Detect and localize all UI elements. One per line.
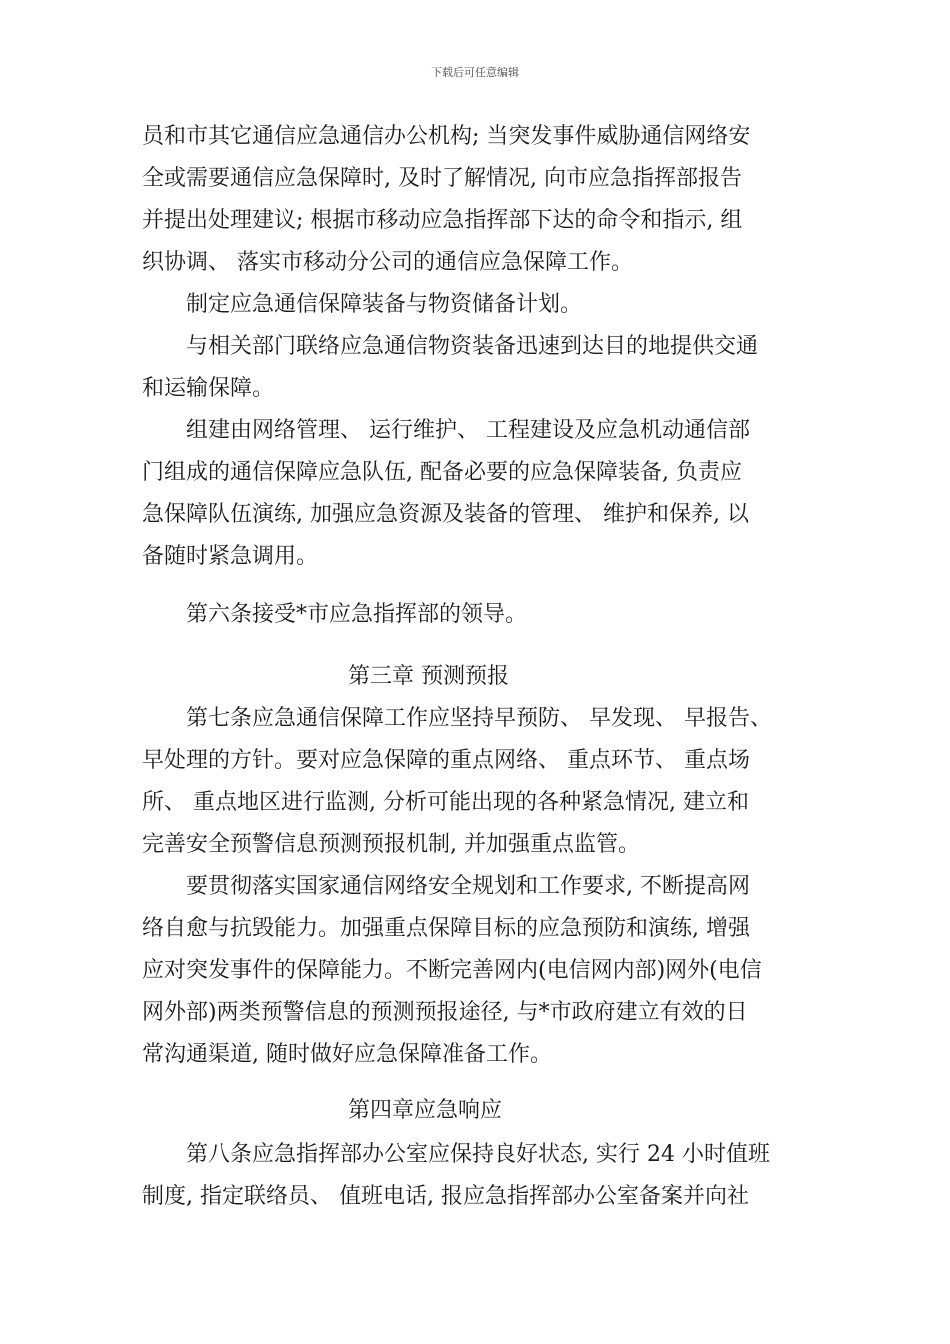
body-line: 应对突发事件的保障能力。不断完善网内(电信网内部)网外(电信 <box>142 958 762 983</box>
page-header: 下载后可任意编辑 <box>431 66 519 79</box>
body-line: 早处理的方针。要对应急保障的重点网络、 重点环节、 重点场 <box>142 748 750 773</box>
body-line: 常沟通渠道, 随时做好应急保障准备工作。 <box>142 1042 552 1067</box>
body-line: 网外部)两类预警信息的预测预报途径, 与*市政府建立有效的日 <box>142 1000 748 1025</box>
body-line: 要贯彻落实国家通信网络安全规划和工作要求, 不断提高网 <box>186 874 750 899</box>
body-line: 和运输保障。 <box>142 376 275 401</box>
body-line: 并提出处理建议; 根据市移动应急指挥部下达的命令和指示, 组 <box>142 208 743 233</box>
body-line: 急保障队伍演练, 加强应急资源及装备的管理、 维护和保养, 以 <box>142 502 749 527</box>
body-line: 员和市其它通信应急通信办公机构; 当突发事件威胁通信网络安 <box>142 124 751 149</box>
body-line: 所、 重点地区进行监测, 分析可能出现的各种紧急情况, 建立和 <box>142 790 749 815</box>
chapter-heading: 第四章应急响应 <box>348 1098 503 1123</box>
chapter-heading: 第三章 预测预报 <box>348 664 509 689</box>
body-line: 织协调、 落实市移动分公司的通信应急保障工作。 <box>142 250 633 275</box>
body-line: 制定应急通信保障装备与物资储备计划。 <box>186 292 583 317</box>
body-line: 门组成的通信保障应急队伍, 配备必要的应急保障装备, 负责应 <box>142 460 742 485</box>
body-line: 全或需要通信应急保障时, 及时了解情况, 向市应急指挥部报告 <box>142 166 742 191</box>
body-line: 络自愈与抗毁能力。加强重点保障目标的应急预防和演练, 增强 <box>142 916 750 941</box>
body-line: 第八条应急指挥部办公室应保持良好状态, 实行 24 小时值班 <box>186 1142 770 1167</box>
body-line: 备随时紧急调用。 <box>142 544 319 569</box>
body-line: 第七条应急通信保障工作应坚持早预防、 早发现、 早报告、 <box>186 706 772 731</box>
body-line: 制度, 指定联络员、 值班电话, 报应急指挥部办公室备案并向社 <box>142 1184 749 1209</box>
body-line: 与相关部门联络应急通信物资装备迅速到达目的地提供交通 <box>186 334 759 359</box>
article-line: 第六条接受*市应急指挥部的领导。 <box>186 602 528 627</box>
body-line: 完善安全预警信息预测预报机制, 并加强重点监管。 <box>142 832 640 857</box>
body-line: 组建由网络管理、 运行维护、 工程建设及应急机动通信部 <box>186 418 750 443</box>
